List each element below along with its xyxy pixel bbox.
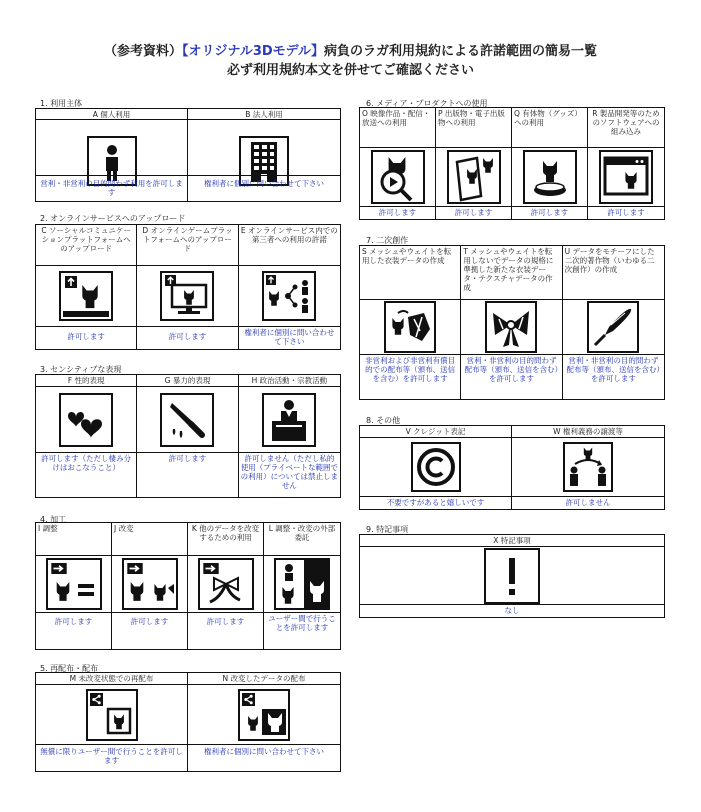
cell-C-answer: 許可します — [67, 332, 105, 341]
cell-J-header: J 改変 — [112, 523, 187, 556]
cell-Q — [512, 108, 588, 219]
cell-M-header: M 未改変状態での再配布 — [36, 673, 187, 685]
section-1-label: 1. 利用主体 — [40, 99, 83, 108]
copyright-icon — [360, 438, 511, 497]
section-3-table — [35, 374, 341, 498]
cell-A-answer: 営利・非営利の目的問わず利用を許可します — [36, 176, 188, 201]
cell-O-header: O 映像作品・配信・放送への利用 — [360, 108, 435, 148]
cell-R — [588, 108, 664, 219]
cell-W-answer: 許可しません — [565, 498, 611, 507]
cell-X-answer: なし — [504, 606, 520, 615]
cell-L-answer: ユーザー間で行うことを許可します — [268, 614, 336, 632]
cell-N-header: N 改変したデータの配布 — [188, 673, 340, 685]
title-rest: 病負のラガ利用規約による許諾範囲の簡易一覧 — [324, 44, 598, 59]
cell-U-answer: 営利・非営利の目的問わず配布等（頒布、送信を含む）を許可します — [566, 356, 661, 383]
section-6-label: 6. メディア・プロダクトへの使用 — [366, 99, 488, 108]
cell-C-header: C ソーシャルコミュニケーションプラットフォームへのアップロード — [36, 225, 136, 266]
section-5-table — [35, 672, 341, 772]
cell-J-answer: 許可します — [130, 617, 169, 626]
cell-F-header: F 性的表現 — [36, 375, 136, 387]
cell-D-answer: 許可します — [168, 332, 207, 341]
cell-H-header: H 政治活動・宗教活動 — [239, 375, 340, 387]
cell-E-header: E オンラインサービス内での第三者への利用の許諾 — [239, 225, 340, 266]
cell-L — [264, 523, 340, 649]
cell-T-answer: 営利・非営利の目的問わず配布等（頒布、送信を含む）を許可します — [464, 356, 559, 383]
title-blue: 【オリジナル3Dモデル】 — [181, 44, 325, 59]
adjust-icon — [36, 556, 111, 613]
cell-M-answer: 無償に限りユーザー間で行うことを許可します — [40, 747, 183, 765]
cell-C — [36, 225, 137, 349]
cell-S-header: S メッシュやウェイトを転用した衣装データの作成 — [360, 246, 460, 300]
cell-X-header: X 特記事項 — [360, 535, 664, 547]
redistribute-icon — [36, 685, 187, 745]
cell-B-header: B 法人利用 — [188, 109, 340, 120]
section-8-label: 8. その他 — [366, 416, 401, 425]
upload-avatar-icon — [36, 266, 136, 327]
cell-H — [239, 375, 340, 497]
cell-E-answer: 権利者に個別に問い合わせて下さい — [244, 328, 335, 346]
section-7-label: 7. 二次創作 — [366, 236, 409, 245]
cell-J — [112, 523, 188, 649]
speaker-podium-icon — [239, 387, 340, 453]
page-title — [0, 40, 701, 59]
section-1-answers — [35, 175, 341, 202]
cell-U — [563, 246, 664, 399]
cell-X — [360, 535, 664, 617]
outsource-icon — [264, 556, 340, 613]
section-5-label: 5. 再配布・配布 — [40, 664, 99, 673]
goods-figure-icon — [512, 148, 587, 207]
cell-V-answer: 不要ですがあると嬉しいです — [386, 498, 485, 507]
cell-K — [188, 523, 264, 649]
cell-V — [360, 426, 512, 509]
cell-W-header: W 権利義務の譲渡等 — [512, 426, 664, 438]
cell-S — [360, 246, 461, 399]
page-subtitle: 必ず利用規約本文を併せてご確認ください — [226, 63, 474, 78]
cell-R-header: R 製品開発等のためのソフトウェアへの組み込み — [588, 108, 664, 148]
cell-L-header: L 調整・改変の外部委託 — [264, 523, 340, 556]
cell-R-answer: 許可します — [607, 208, 645, 217]
hearts-icon — [36, 387, 136, 453]
section-8-table — [359, 425, 665, 510]
cell-P-answer: 許可します — [454, 208, 493, 217]
cell-S-answer: 非営利および非営利有償目的での配布等（頒布、送信を含む）を許可します — [365, 356, 456, 383]
redistribute-modified-icon — [188, 685, 340, 745]
software-window-icon — [588, 148, 664, 207]
exclamation-icon — [360, 547, 664, 605]
modify-icon — [112, 556, 187, 613]
cell-F — [36, 375, 137, 497]
cell-D — [137, 225, 238, 349]
cell-P-header: P 出版物・電子出版物への利用 — [436, 108, 511, 148]
cell-D-header: D オンラインゲームプラットフォームへのアップロード — [137, 225, 237, 266]
cell-I-header: I 調整 — [36, 523, 111, 556]
video-icon — [360, 148, 435, 207]
section-2-table — [35, 224, 341, 350]
cell-G-header: G 暴力的表現 — [137, 375, 237, 387]
cell-P — [436, 108, 512, 219]
section-7-table — [359, 245, 665, 400]
cell-T — [461, 246, 562, 399]
section-4-label: 4. 加工 — [40, 515, 67, 524]
cell-G — [137, 375, 238, 497]
cell-N — [188, 673, 340, 771]
cell-H-answer: 許可しません（ただし私的使用（プライベートな範囲での利用）については禁止しません — [240, 454, 339, 490]
section-6-table — [359, 107, 665, 220]
cell-O-answer: 許可します — [378, 208, 417, 217]
cell-I — [36, 523, 112, 649]
cell-E — [239, 225, 340, 349]
section-4-table — [35, 522, 341, 650]
bow-costume-icon — [461, 300, 561, 355]
cell-U-header: U データをモチーフにした二次的著作物（いわゆる二次創作）の作成 — [563, 246, 664, 300]
cell-F-answer: 許可します（ただし棲み分けはおこなうこと） — [41, 454, 132, 472]
cell-A-header: A 個人利用 — [36, 109, 187, 120]
cell-V-header: V クレジット表記 — [360, 426, 511, 438]
upload-monitor-icon — [137, 266, 237, 327]
ribbon-icon — [188, 556, 263, 613]
cell-G-answer: 許可します — [168, 454, 207, 463]
section-3-label: 3. センシティブな表現 — [40, 365, 122, 374]
cell-Q-header: Q 有体物（グッズ）への利用 — [512, 108, 587, 148]
cell-I-answer: 許可します — [54, 617, 93, 626]
cell-M — [36, 673, 188, 771]
knife-icon — [137, 387, 237, 453]
cell-K-answer: 許可します — [206, 617, 245, 626]
cell-W — [512, 426, 664, 509]
section-9-label: 9. 特記事項 — [366, 525, 409, 534]
cell-Q-answer: 許可します — [530, 208, 569, 217]
cell-K-header: K 他のデータを改変するための利用 — [188, 523, 263, 556]
cell-T-header: T メッシュやウェイトを転用しないでデータの規格に準拠した新たな衣装データ・テクスチャデータの作成 — [461, 246, 561, 300]
title-paren: （参考資料） — [103, 44, 182, 59]
section-9-table — [359, 534, 665, 618]
share-third-party-icon — [239, 266, 340, 327]
cell-N-answer: 権利者に個別に問い合わせて下さい — [204, 747, 324, 756]
section-2-label: 2. オンラインサービスへのアップロード — [40, 214, 186, 223]
mesh-costume-icon — [360, 300, 460, 355]
pen-nib-icon — [563, 300, 664, 355]
cell-O — [360, 108, 436, 219]
publication-icon — [436, 148, 511, 207]
transfer-rights-icon — [512, 438, 664, 497]
cell-B-answer: 権利者に個別に問い合わせて下さい — [204, 179, 324, 188]
